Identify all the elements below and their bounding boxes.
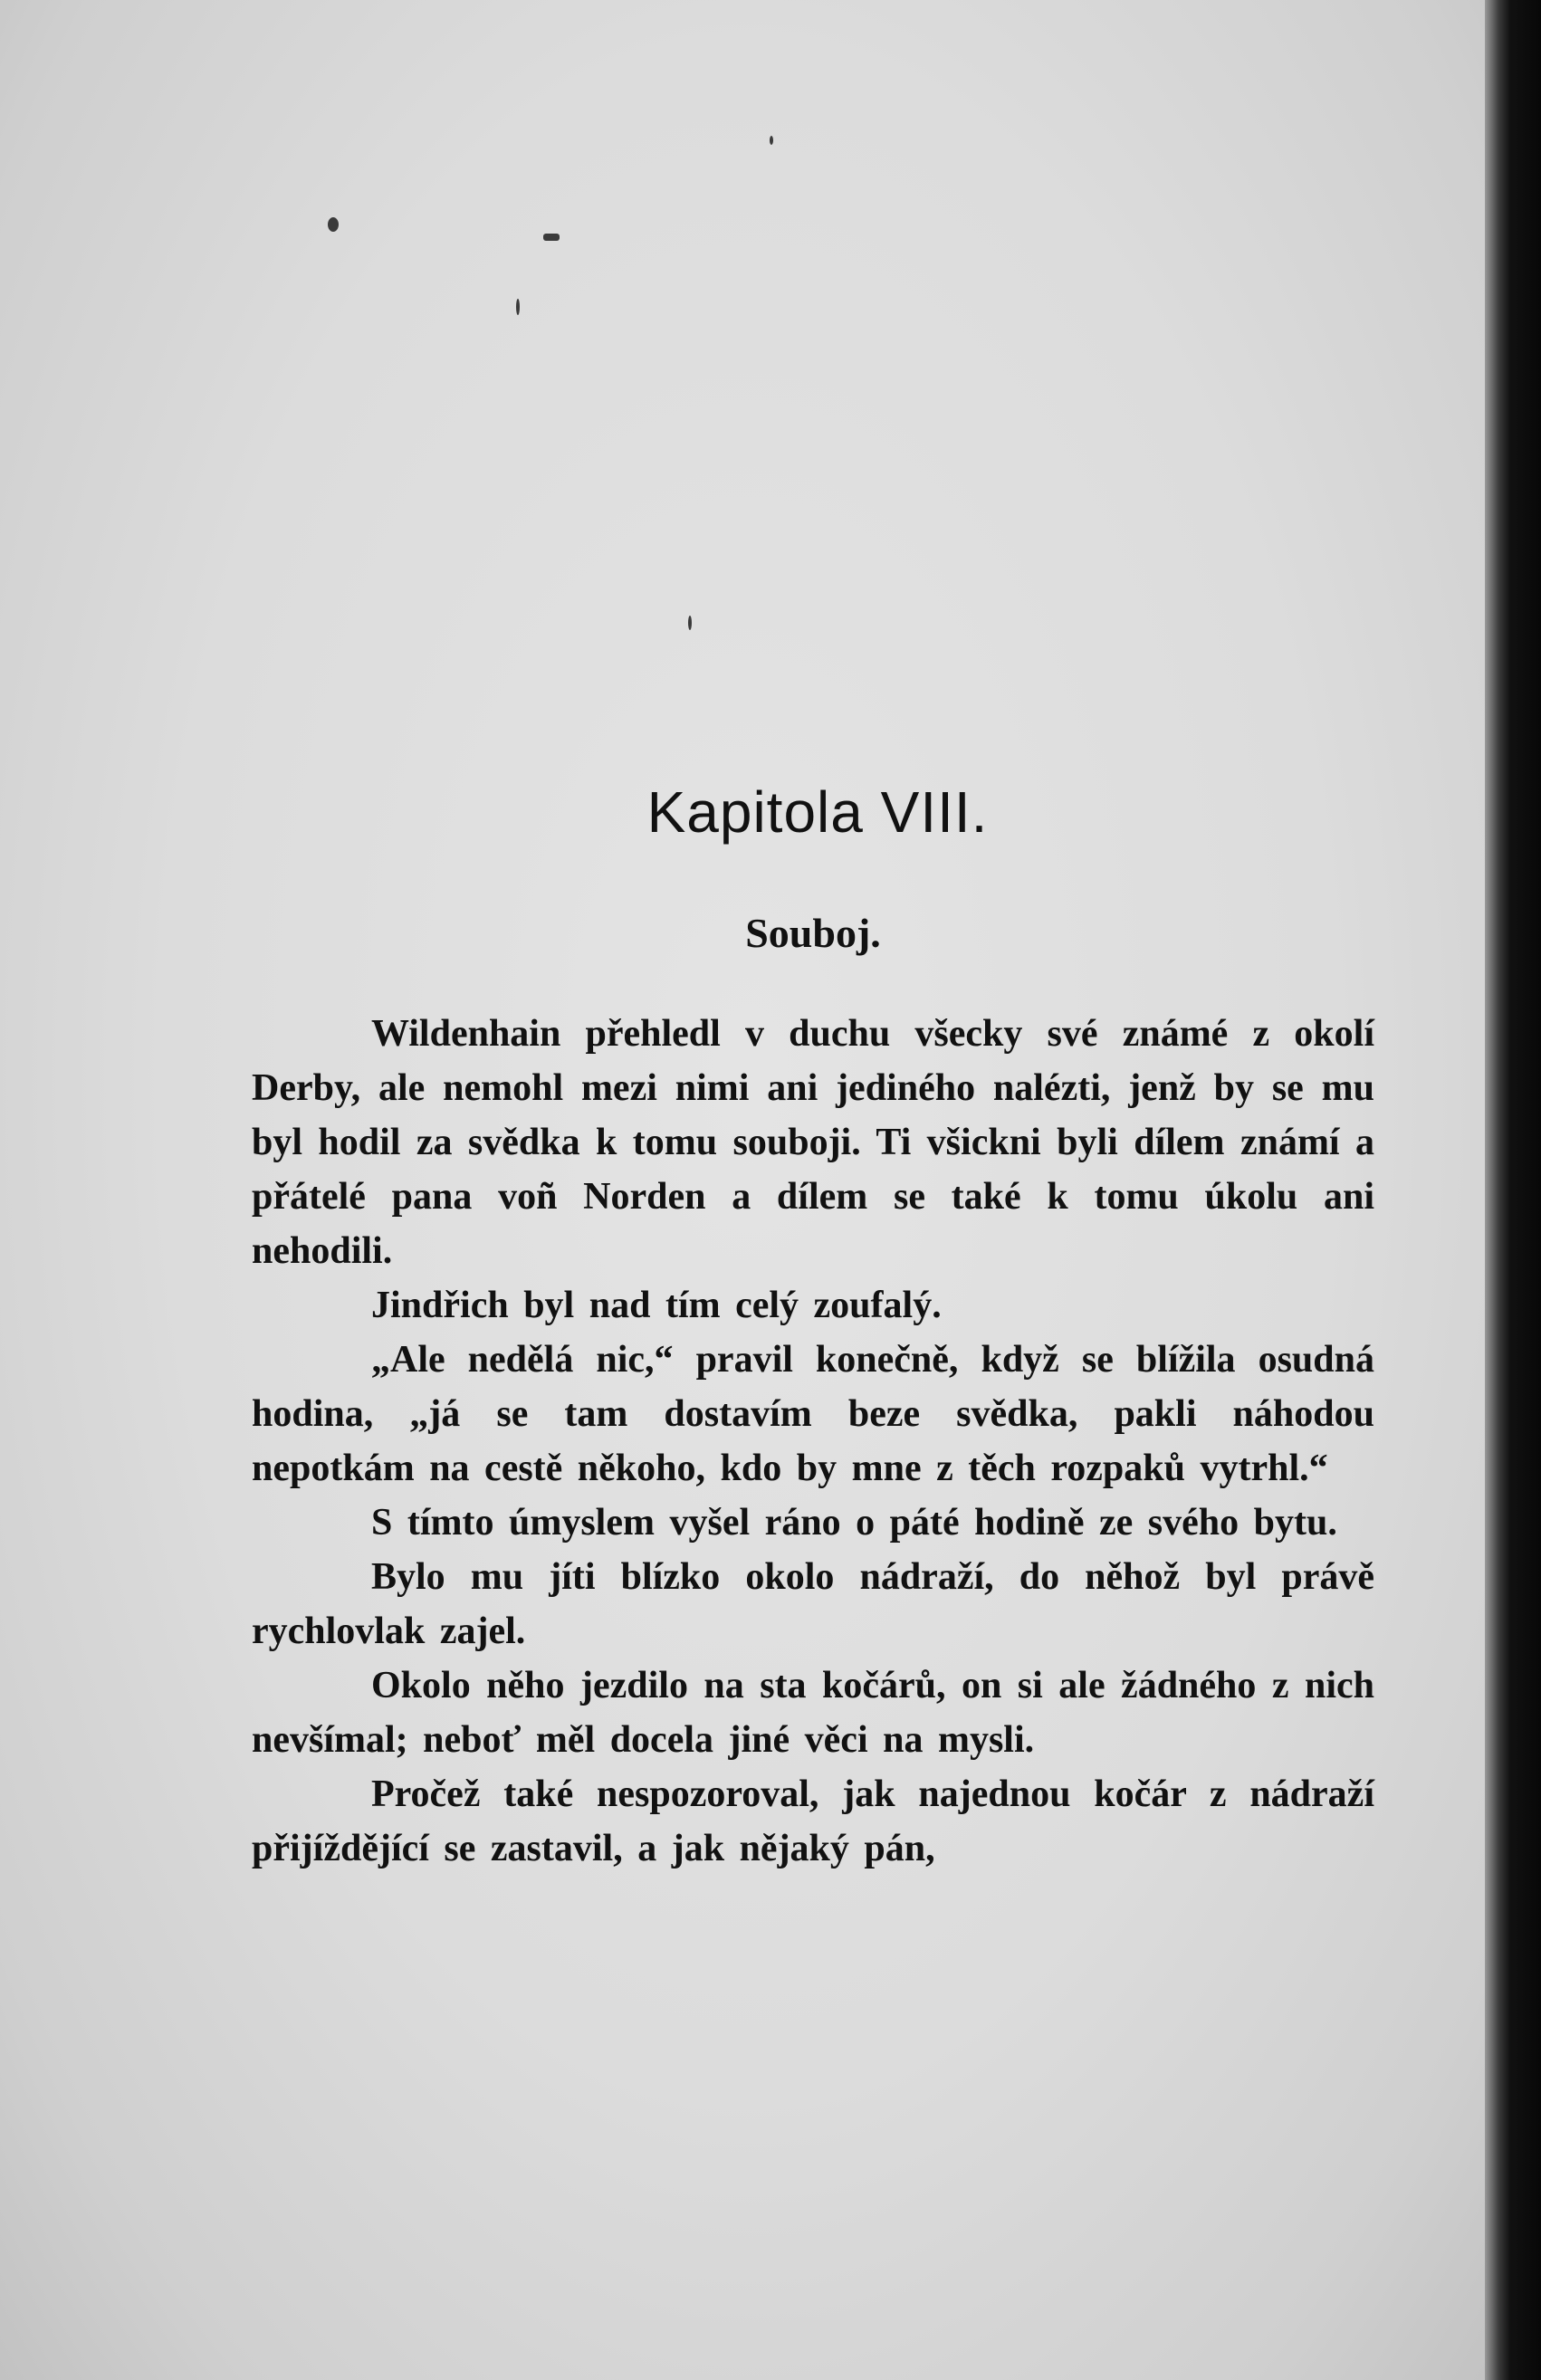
print-speck	[516, 299, 520, 315]
print-speck	[770, 136, 773, 145]
paragraph: Bylo mu jíti blízko okolo nádraží, do něhož byl právě rychlovlak zajel.	[252, 1556, 1374, 1652]
paragraph: „Ale nedělá nic,“ pravil konečně, když se blížila osudná hodina, „já se tam dostavím beze svědka, pakli náhodou nepotkám na cestě někoho, kdo by mne z těch rozpaků vytrhl.“	[252, 1339, 1374, 1489]
paragraph: S tímto úmyslem vyšel ráno o páté hodině ze svého bytu.	[371, 1502, 1337, 1544]
page-edge-shadow	[1485, 0, 1541, 2380]
print-speck	[688, 616, 692, 630]
chapter-subtitle: Souboj.	[745, 910, 881, 956]
print-speck	[328, 217, 339, 232]
chapter-content	[252, 779, 1374, 1876]
paragraph: Okolo něho jezdilo na sta kočárů, on si ale žádného z nich nevšímal; neboť měl docela jiné věci na mysli.	[252, 1665, 1374, 1761]
chapter-title: Kapitola VIII.	[646, 779, 989, 845]
paragraph: Wildenhain přehledl v duchu všecky své známé z okolí Derby, ale nemohl mezi nimi ani jediného nalézti, jenž by se mu byl hodil za svědka k tomu souboji. Ti všickni byli dílem známí a přátelé pana voñ Norden a dílem se také k tomu úkolu ani nehodili.	[252, 1013, 1374, 1272]
print-speck	[543, 234, 560, 241]
paragraph: Pročež také nespozoroval, jak najednou kočár z nádraží přijíždějící se zastavil, a jak nějaký pán,	[252, 1773, 1374, 1869]
paragraph: Jindřich byl nad tím celý zoufalý.	[371, 1285, 942, 1326]
